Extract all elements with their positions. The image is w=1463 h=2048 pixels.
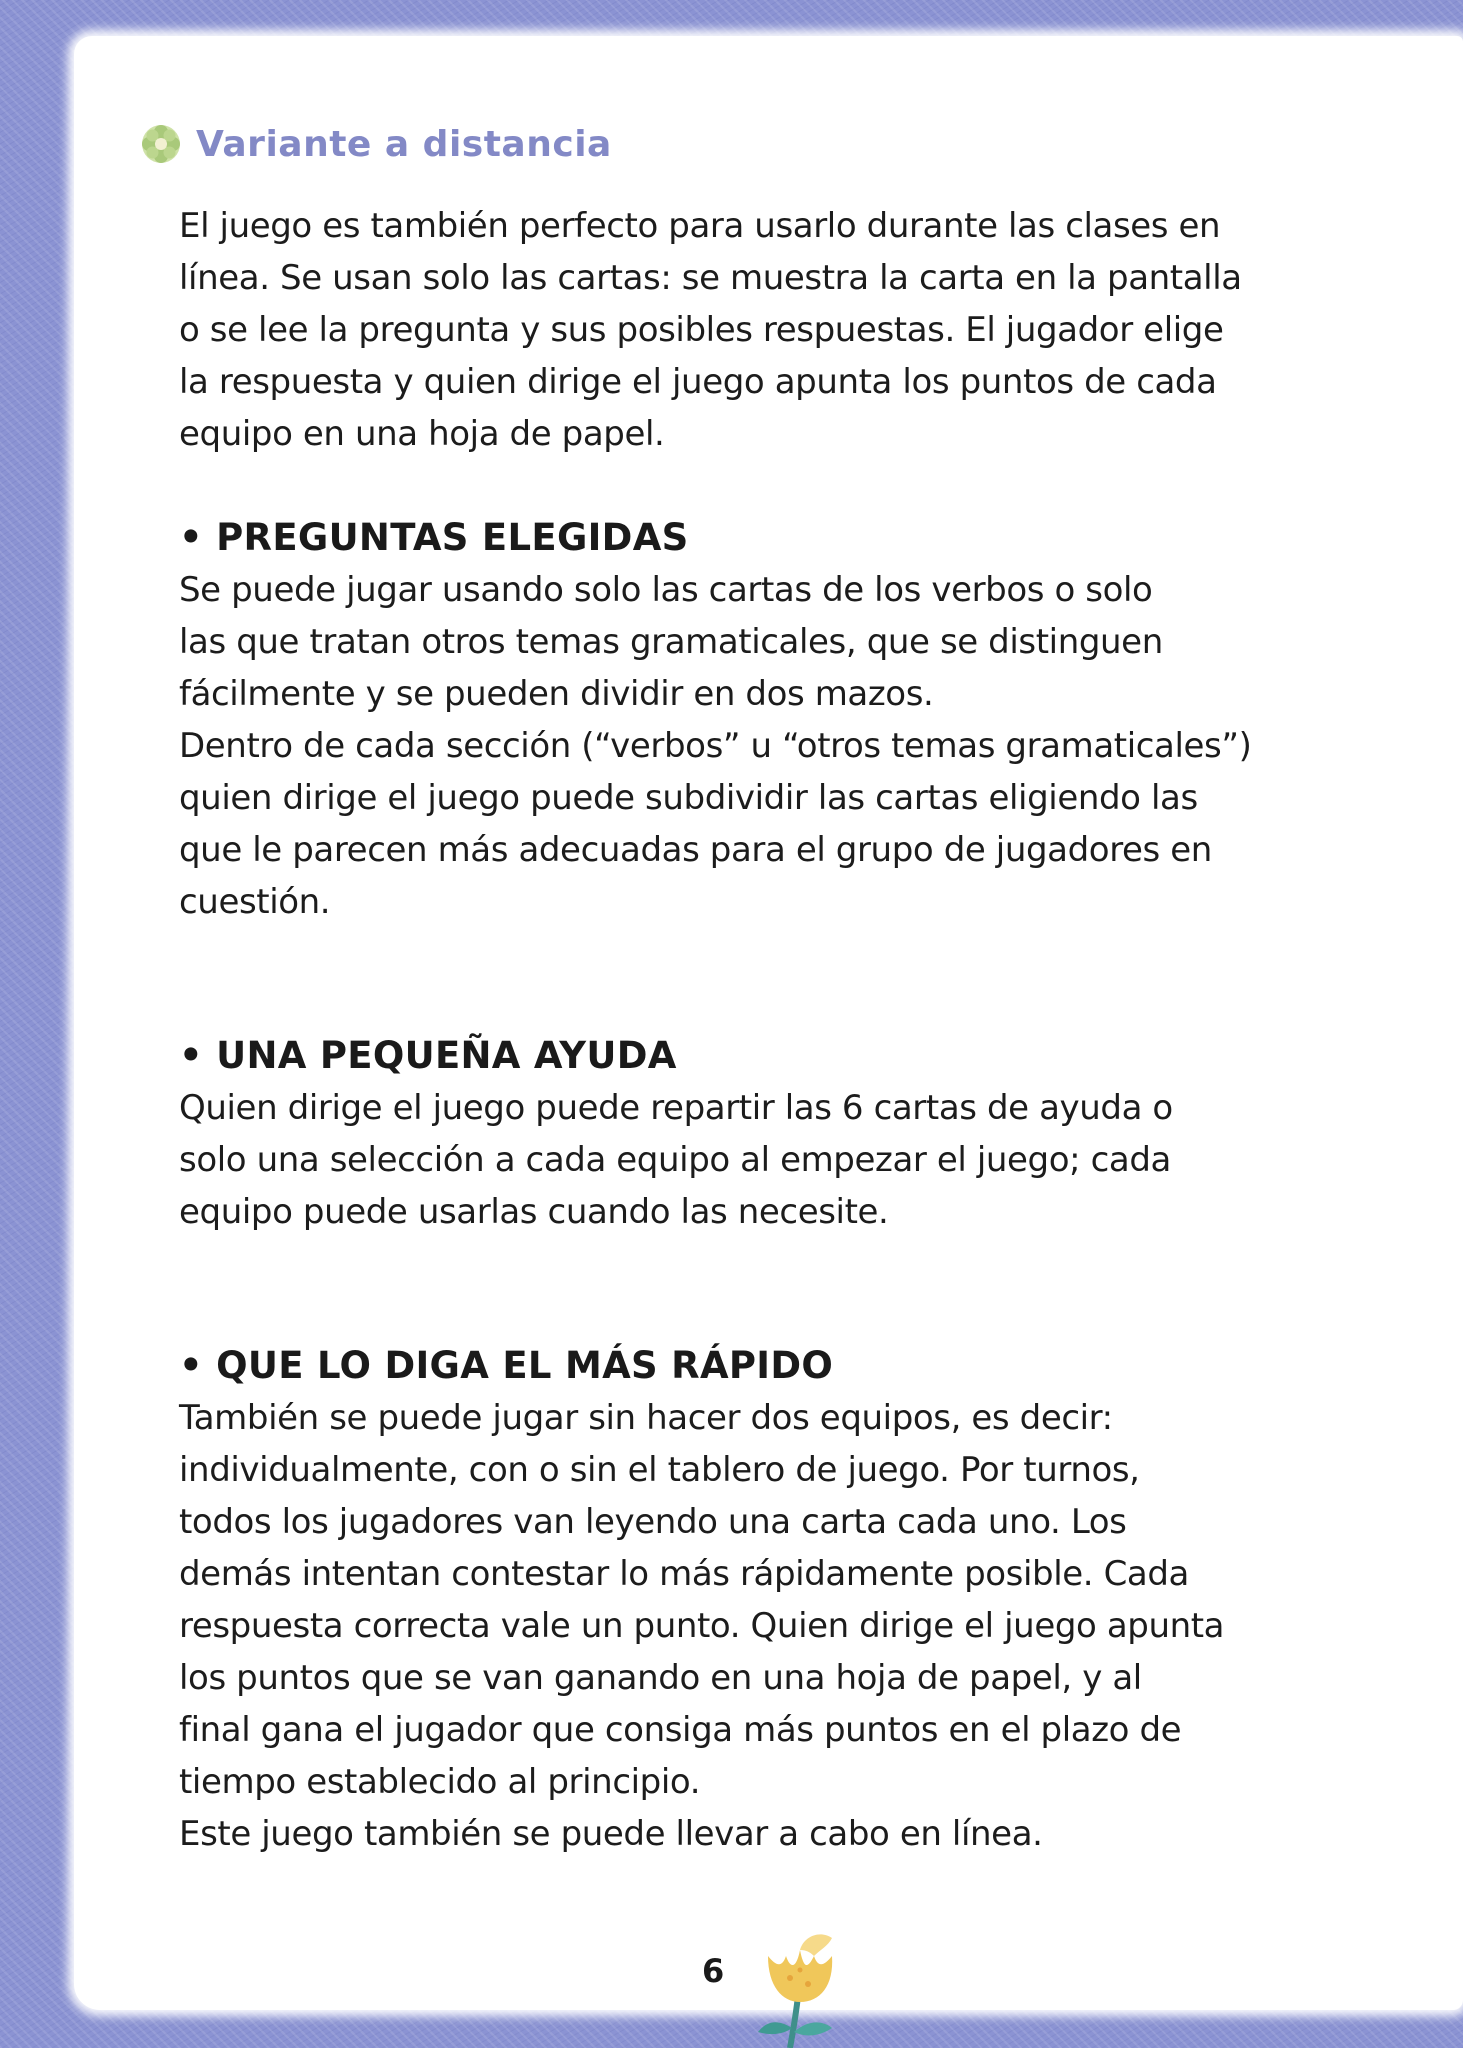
- block-preguntas-elegidas: [179, 512, 1299, 928]
- section-title: Variante a distancia: [196, 123, 612, 165]
- block-text: Se puede jugar usando solo las cartas de los verbos o solo las que tratan otros temas gramaticales, que se distinguen fácilmente y se pueden dividir en dos mazos. Dentro de cada sección (“verbos” u “otros temas gramaticales”) quien dirige el juego puede subdividir las cartas eligiendo las que le parecen más adecuadas para el grupo de jugadores en cuestión.: [179, 570, 1252, 922]
- block-title: • QUE LO DIGA EL MÁS RÁPIDO: [179, 1344, 834, 1387]
- block-title: • PREGUNTAS ELEGIDAS: [179, 516, 689, 559]
- block-text: También se puede jugar sin hacer dos equipos, es decir: individualmente, con o sin el tablero de juego. Por turnos, todos los jugadores van leyendo una carta cada uno. Los demás intentan contestar lo más rápidamente posible. Cada respuesta correcta vale un punto. Quien dirige el juego apunta los puntos que se van ganando en una hoja de papel, y al final gana el jugador que consiga más puntos en el plazo de tiempo establecido al principio. Este juego también se puede llevar a cabo en línea.: [179, 1398, 1225, 1854]
- flower-icon: [140, 123, 182, 165]
- block-que-lo-diga: [179, 1340, 1299, 1860]
- block-title: • UNA PEQUEÑA AYUDA: [179, 1034, 677, 1077]
- section-heading: [140, 114, 612, 174]
- block-text: Quien dirige el juego puede repartir las 6 cartas de ayuda o solo una selección a cada equipo al empezar el juego; cada equipo puede usarlas cuando las necesite.: [179, 1088, 1173, 1232]
- intro-paragraph: El juego es también perfecto para usarlo durante las clases en línea. Se usan solo las cartas: se muestra la carta en la pantalla o se lee la pregunta y sus posibles respuestas. El jugador elige la respuesta y quien dirige el juego apunta los puntos de cada equipo en una hoja de papel.: [179, 206, 1242, 454]
- page-number: 6: [702, 1952, 725, 1990]
- block-una-pequena-ayuda: [179, 1030, 1299, 1238]
- tulip-icon: [728, 1926, 868, 2048]
